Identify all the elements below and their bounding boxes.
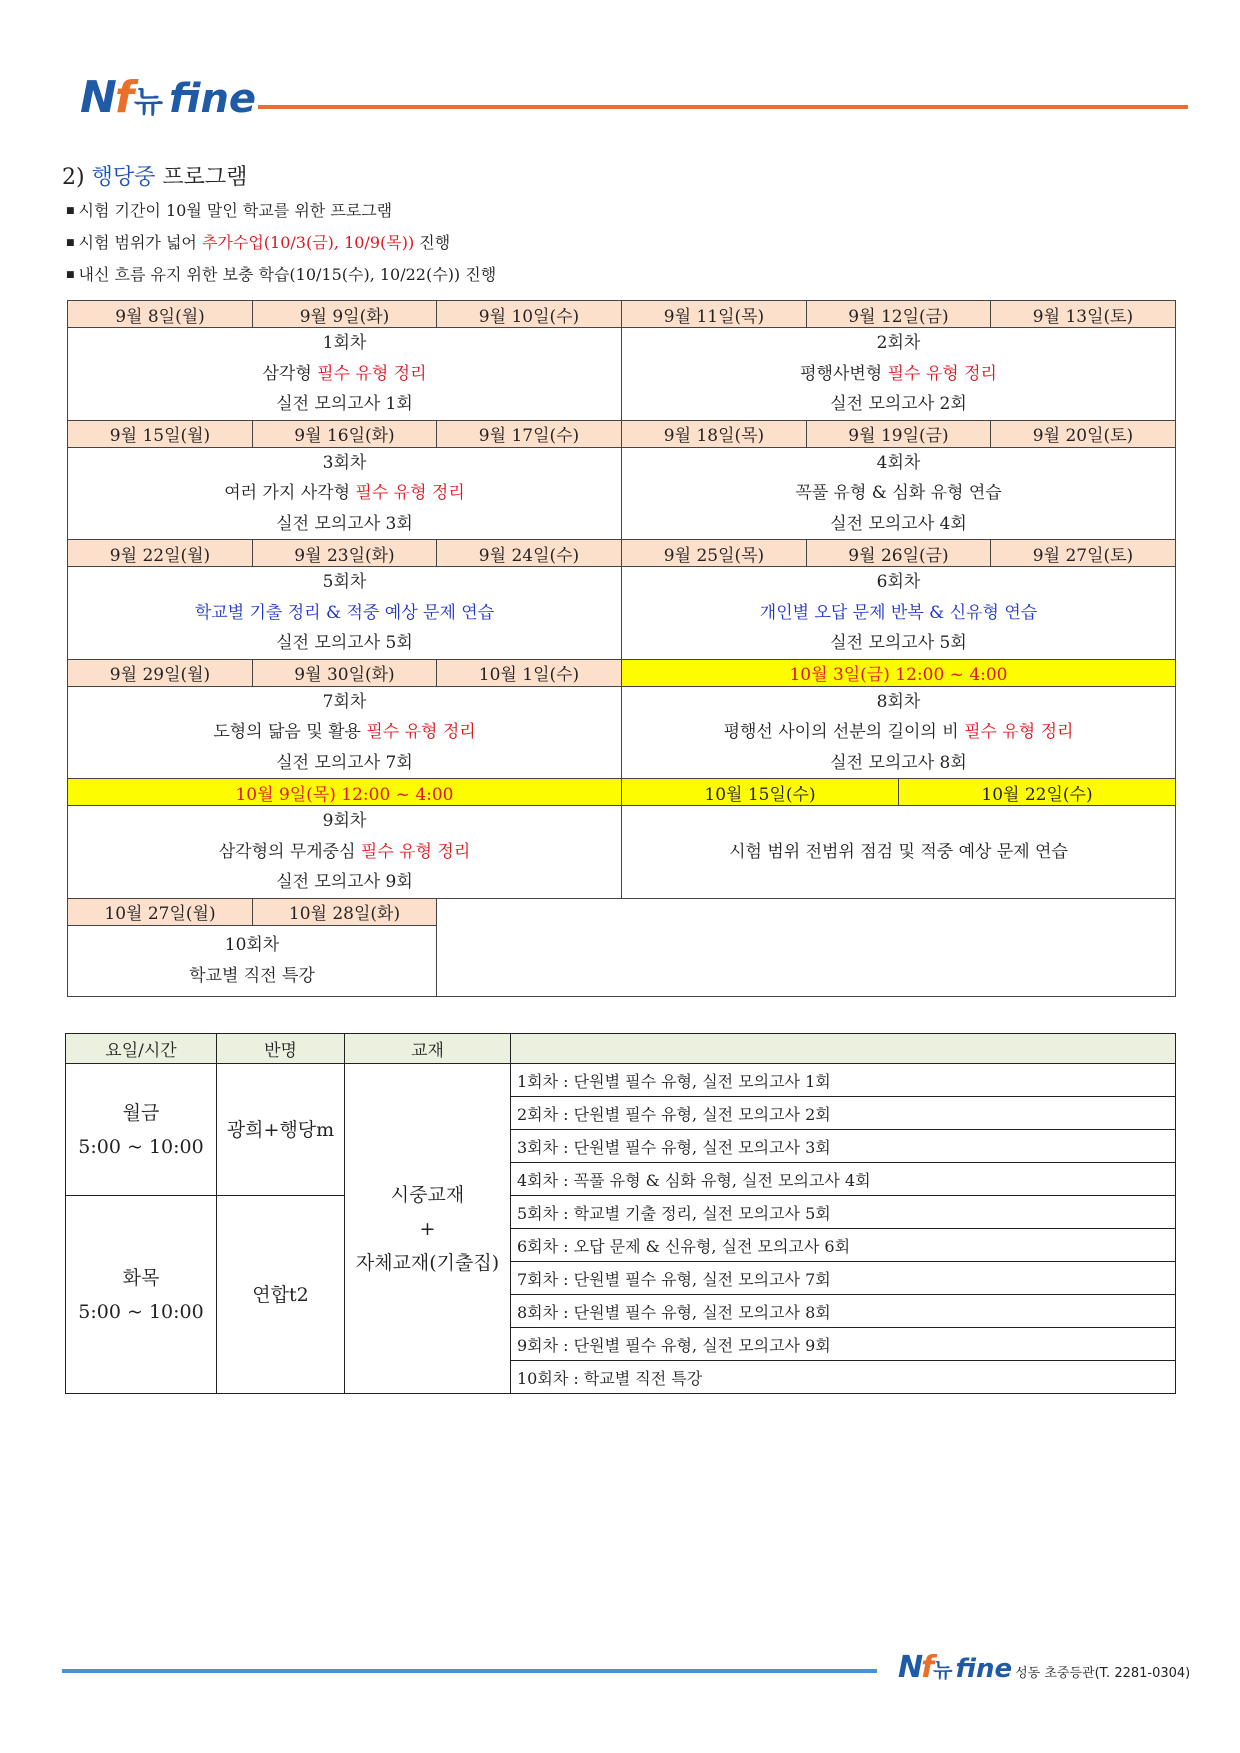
date-cell: 10월 15일(수) [622, 779, 899, 805]
textbook-cell: 시중교재 + 자체교재(기출집) [345, 1064, 511, 1394]
content-row [68, 567, 1176, 660]
date-cell: 10월 1일(수) [437, 659, 622, 686]
extra-class-cell: 10월 9일(목) 12:00 ~ 4:00 [68, 779, 622, 806]
date-cell: 9월 25일(목) [622, 540, 807, 567]
logo-mark: Nf [898, 1650, 933, 1685]
session-cell: 5회차 학교별 기출 정리 & 적중 예상 문제 연습 실전 모의고사 5회 [68, 567, 622, 660]
session-cell: 1회차 삼각형 필수 유형 정리 실전 모의고사 1회 [68, 328, 622, 421]
round-row: 9회차 : 단원별 필수 유형, 실전 모의고사 9회 [511, 1328, 1176, 1361]
session-cell: 7회차 도형의 닮음 및 활용 필수 유형 정리 실전 모의고사 7회 [68, 686, 622, 779]
date-row [68, 420, 1176, 447]
session-cell: 6회차 개인별 오답 문제 반복 & 신유형 연습 실전 모의고사 5회 [622, 567, 1176, 660]
extra-class-cell: 10월 3일(금) 12:00 ~ 4:00 [622, 659, 1176, 686]
session-cell: 시험 범위 전범위 점검 및 적중 예상 문제 연습 [622, 806, 1176, 899]
content-row [68, 447, 1176, 540]
date-cell: 10월 28일(화) [253, 898, 437, 925]
bullet-item: ■ 시험 범위가 넓어 추가수업(10/3(금), 10/9(목)) 진행 [66, 227, 496, 259]
footer-address: 성동 초중등관(T. 2281-0304) [1015, 1666, 1191, 1681]
date-cell: 9월 30일(화) [253, 659, 437, 686]
content-row [68, 806, 1176, 899]
day-time-cell: 화목 5:00 ~ 10:00 [66, 1196, 217, 1394]
date-cell: 9월 10일(수) [437, 301, 622, 328]
date-cell: 9월 18일(목) [622, 420, 807, 447]
footer-logo [898, 1650, 1190, 1685]
date-cell: 9월 24일(수) [437, 540, 622, 567]
content-row [68, 686, 1176, 779]
header-divider [258, 105, 1188, 109]
class-name-cell: 연합t2 [217, 1196, 345, 1394]
header-row [66, 1034, 1176, 1064]
date-cell: 9월 16일(화) [253, 420, 437, 447]
date-cell: 9월 9일(화) [253, 301, 437, 328]
round-row: 4회차 : 꼭풀 유형 & 심화 유형, 실전 모의고사 4회 [511, 1163, 1176, 1196]
header-cell: 교재 [345, 1034, 511, 1064]
date-row [68, 301, 1176, 328]
date-cell: 9월 8일(월) [68, 301, 253, 328]
session-cell: 9회차 삼각형의 무게중심 필수 유형 정리 실전 모의고사 9회 [68, 806, 622, 899]
session-cell: 3회차 여러 가지 사각형 필수 유형 정리 실전 모의고사 3회 [68, 447, 622, 540]
round-row: 7회차 : 단원별 필수 유형, 실전 모의고사 7회 [511, 1262, 1176, 1295]
empty-cell [437, 898, 1176, 996]
date-cell: 9월 11일(목) [622, 301, 807, 328]
table-row [66, 1064, 1176, 1097]
logo-korean-text: 뉴 [133, 85, 163, 120]
session-cell: 4회차 꼭풀 유형 & 심화 유형 연습 실전 모의고사 4회 [622, 447, 1176, 540]
logo-mark: Nf [80, 72, 132, 123]
round-row: 2회차 : 단원별 필수 유형, 실전 모의고사 2회 [511, 1097, 1176, 1130]
footer-divider [62, 1669, 877, 1673]
date-cell: 10월 27일(월) [68, 898, 253, 925]
session-cell: 8회차 평행선 사이의 선분의 길이의 비 필수 유형 정리 실전 모의고사 8회 [622, 686, 1176, 779]
round-row: 8회차 : 단원별 필수 유형, 실전 모의고사 8회 [511, 1295, 1176, 1328]
bullet-item: ■ 시험 기간이 10월 말인 학교를 위한 프로그램 [66, 195, 496, 227]
logo-korean-text: 뉴 [933, 1658, 953, 1682]
session-cell: 2회차 평행사변형 필수 유형 정리 실전 모의고사 2회 [622, 328, 1176, 421]
round-row: 1회차 : 단원별 필수 유형, 실전 모의고사 1회 [511, 1064, 1176, 1097]
date-cell: 10월 22일(수) [899, 779, 1176, 805]
bullet-list [66, 195, 496, 291]
date-cell: 9월 29일(월) [68, 659, 253, 686]
session-cell: 10회차 학교별 직전 특강 [68, 925, 437, 996]
bullet-item: ■ 내신 흐름 유지 위한 보충 학습(10/15(수), 10/22(수)) 진행 [66, 259, 496, 291]
round-row: 3회차 : 단원별 필수 유형, 실전 모의고사 3회 [511, 1130, 1176, 1163]
date-cell: 9월 19일(금) [807, 420, 991, 447]
header-logo [80, 72, 256, 123]
header-cell: 요일/시간 [66, 1034, 217, 1064]
date-cell: 9월 17일(수) [437, 420, 622, 447]
logo-english-text: fine [955, 1654, 1013, 1684]
round-row: 10회차 : 학교별 직전 특강 [511, 1361, 1176, 1394]
date-cell: 9월 23일(화) [253, 540, 437, 567]
table-row [66, 1196, 1176, 1229]
date-cell: 9월 20일(토) [991, 420, 1176, 447]
date-cell: 9월 13일(토) [991, 301, 1176, 328]
date-cell: 9월 15일(월) [68, 420, 253, 447]
date-cell: 9월 27일(토) [991, 540, 1176, 567]
date-row [68, 659, 1176, 686]
header-cell: 반명 [217, 1034, 345, 1064]
schedule-table [67, 300, 1176, 997]
school-name: 행당중 [91, 165, 156, 190]
class-name-cell: 광희+행당m [217, 1064, 345, 1196]
logo-english-text: fine [168, 76, 257, 122]
content-row [68, 328, 1176, 421]
round-row: 6회차 : 오답 문제 & 신유형, 실전 모의고사 6회 [511, 1229, 1176, 1262]
round-row: 5회차 : 학교별 기출 정리, 실전 모의고사 5회 [511, 1196, 1176, 1229]
date-row [68, 779, 1176, 806]
date-cell: 9월 22일(월) [68, 540, 253, 567]
date-cell: 9월 26일(금) [807, 540, 991, 567]
date-row [68, 898, 1176, 925]
date-row [68, 540, 1176, 567]
header-cell [511, 1034, 1176, 1064]
date-cell: 9월 12일(금) [807, 301, 991, 328]
day-time-cell: 월금 5:00 ~ 10:00 [66, 1064, 217, 1196]
class-info-table [65, 1033, 1176, 1394]
section-title: 2) 행당중 프로그램 [62, 165, 248, 190]
